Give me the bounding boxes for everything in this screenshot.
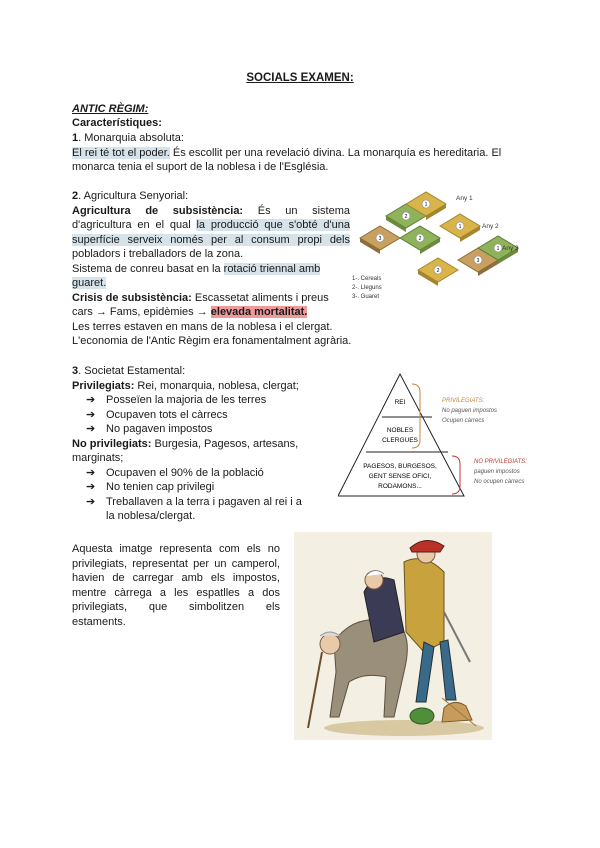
subsistence-text-b: pobladors i treballadors de la zona. xyxy=(72,248,244,260)
crisis-highlight: elevada mortalitat. xyxy=(210,306,308,318)
crop-rotation-diagram xyxy=(348,190,533,305)
pyramid-top-label: REI xyxy=(394,399,406,406)
year-3-label: Any 3 xyxy=(502,245,519,252)
non-privileged-note-1: paguen impostos xyxy=(474,469,520,475)
economia-line: L'economia de l'Antic Règim era fonamentalment agrària. xyxy=(72,335,352,347)
svg-text:2: 2 xyxy=(418,236,422,242)
legend-2: 2-. Lleguns xyxy=(352,285,382,291)
privileged-label: Privilegiats: xyxy=(72,379,135,392)
legend-3: 3-. Guaret xyxy=(352,294,380,300)
s3-heading: . Societat Estamental: xyxy=(78,365,186,377)
caricature-image xyxy=(294,532,492,740)
list-item xyxy=(72,480,342,495)
list-item-text: Ocupaven tots el càrrecs xyxy=(106,408,228,421)
page-title: SOCIALS EXAMEN: xyxy=(246,72,354,84)
arrow-icon: ➔ xyxy=(86,408,96,421)
svg-text:2: 2 xyxy=(404,214,408,220)
svg-text:1: 1 xyxy=(496,246,500,252)
svg-text:3: 3 xyxy=(378,236,382,242)
crisis-text: Escassetat aliments i preus cars → Fams, epidèmies → xyxy=(72,291,329,318)
non-privileged-note-2: No ocupen càrrecs xyxy=(474,479,525,485)
legend-1: 1-. Cereals xyxy=(352,276,382,282)
list-item-text: Ocupaven el 90% de la població xyxy=(106,466,264,479)
estates-pyramid-diagram xyxy=(338,372,543,502)
arrow-icon: ➔ xyxy=(86,466,96,479)
subsistence-label: Agricultura de subsistència: xyxy=(72,204,244,217)
list-item xyxy=(72,408,342,423)
svg-text:1: 1 xyxy=(424,202,428,208)
list-item-text: No pagaven impostos xyxy=(106,423,213,435)
privileged-list xyxy=(72,393,342,437)
arrow-icon: ➔ xyxy=(86,423,96,435)
s1-text: És escollit per una revelació divina. La monarquía es hereditaria. El monarca tenia el suport de la noblesa i de l'Església. xyxy=(72,146,502,173)
list-item xyxy=(72,495,306,524)
list-item-text: Posseïen la majoria de les terres xyxy=(106,394,267,406)
subtitle: Característiques: xyxy=(72,117,162,129)
subsistence-highlight: la producció que s'obté d'una superfície serveix només per al consum propi dels xyxy=(72,219,350,246)
year-2-label: Any 2 xyxy=(482,223,499,230)
svg-text:1: 1 xyxy=(458,224,462,230)
caricature-paragraph: Aquesta imatge representa com els no privilegiats, representat per un camperol, havien de carregar amb els impostos, mentre càrrega a les espatlles a dos privilegiats, que simbolitzen els estaments. xyxy=(72,543,280,628)
privileged-note-title: PRIVILEGIATS: xyxy=(442,398,485,404)
svg-text:2: 2 xyxy=(436,268,440,274)
section-1 xyxy=(72,131,530,175)
terres-line: Les terres estaven en mans de la noblesa i el clergat. xyxy=(72,320,333,333)
conreu-paragraph xyxy=(72,262,327,291)
list-item-text: No tenien cap privilegi xyxy=(106,481,215,493)
subsistence-text-a: És un sistema d'agricultura en el qual xyxy=(72,204,351,231)
arrow-icon: ➔ xyxy=(86,481,96,493)
conreu-highlight: rotació triennal amb guaret. xyxy=(72,262,321,289)
non-privileged-note-title: NO PRIVILEGIATS: xyxy=(474,459,527,465)
pyramid-base-label-1: PAGESOS, BURGESOS, xyxy=(363,463,437,470)
year-1-label: Any 1 xyxy=(456,195,473,202)
s3-num: 3 xyxy=(72,365,79,377)
svg-text:3: 3 xyxy=(476,258,480,264)
conreu-text: Sistema de conreu basat en la xyxy=(72,262,224,275)
section-3 xyxy=(72,364,342,524)
s2-heading: . Agricultura Senyorial: xyxy=(78,190,189,202)
non-privileged-list xyxy=(72,466,342,524)
privileged-note-1: No paguen impostos xyxy=(442,408,498,414)
crisis-paragraph xyxy=(72,291,337,320)
subsistence-paragraph xyxy=(72,204,350,262)
rotation-row-1 xyxy=(386,192,446,232)
pyramid-base-label-2: GENT SENSE OFICI, xyxy=(368,473,432,480)
section-title: ANTIC RÈGIM: xyxy=(72,103,149,115)
list-item-text: Treballaven a la terra i pagaven al rei i a la noblesa/clergat. xyxy=(106,495,302,522)
pyramid-mid-label-2: CLERGUES xyxy=(382,437,418,444)
privileged-note-2: Ocupen càrrecs xyxy=(442,418,485,424)
pyramid-mid-label-1: NOBLES xyxy=(386,427,414,434)
list-item xyxy=(72,393,342,408)
s1-heading: . Monarquia absoluta: xyxy=(78,132,184,144)
arrow-icon: ➔ xyxy=(86,495,96,508)
non-privileged-label: No privilegiats: xyxy=(72,437,152,450)
list-item xyxy=(72,422,342,437)
non-privileged-text: Burgesia, Pagesos, artesans, marginats; xyxy=(72,437,299,464)
crisis-label: Crisis de subsistència: xyxy=(72,291,192,304)
s2-num: 2 xyxy=(72,190,79,202)
s1-highlight: El rei té tot el poder. xyxy=(72,146,170,159)
list-item xyxy=(72,466,342,481)
arrow-icon: ➔ xyxy=(86,394,96,406)
s1-num: 1 xyxy=(72,132,79,144)
pyramid-base-label-3: RODAMONS... xyxy=(378,483,422,490)
privileged-text: Rei, monarquia, noblesa, clergat; xyxy=(134,379,299,392)
section-2 xyxy=(72,189,350,349)
